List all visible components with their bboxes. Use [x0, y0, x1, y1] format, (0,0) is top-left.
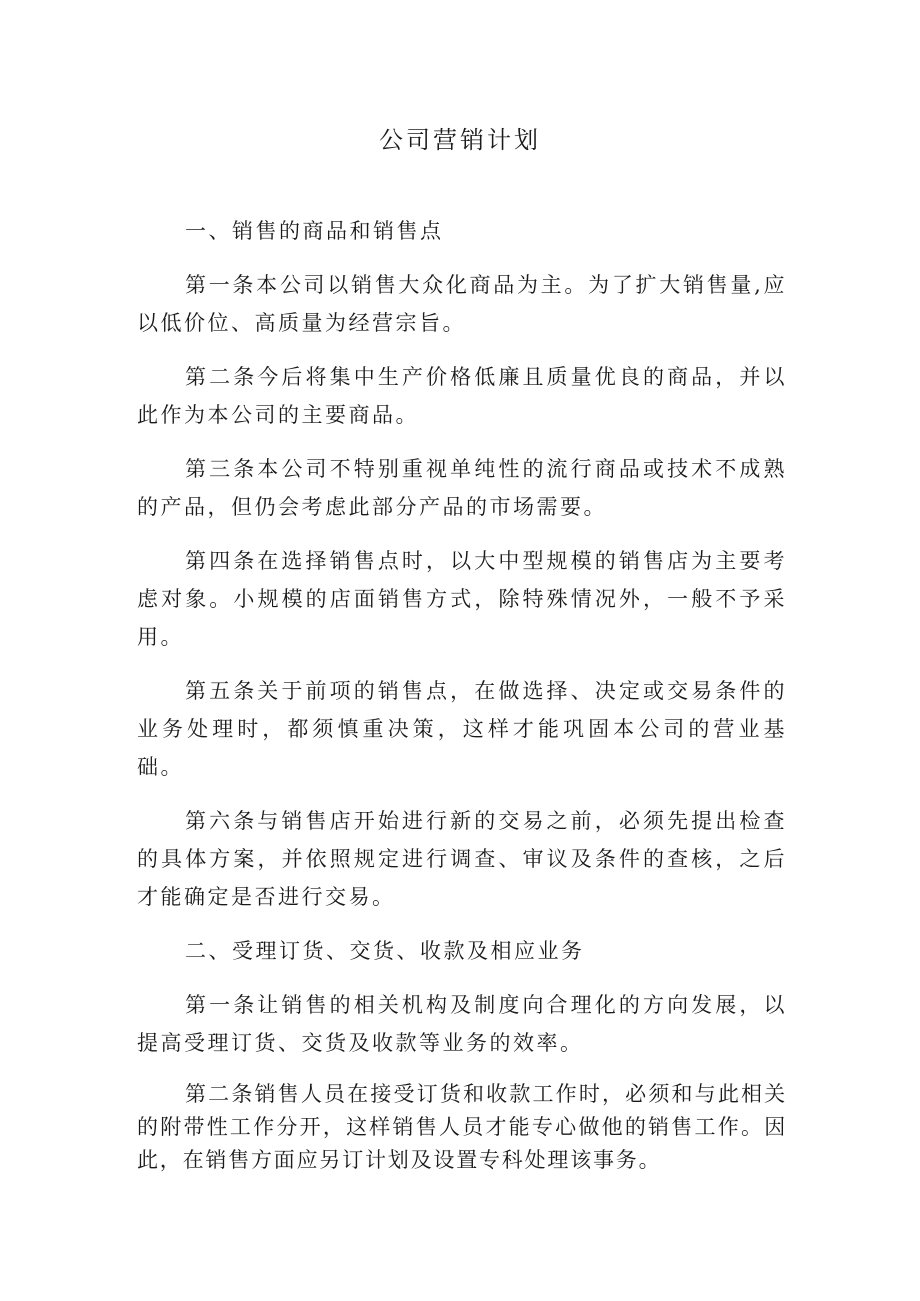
article-paragraph: 第二条销售人员在接受订货和收款工作时，必须和与此相关的附带性工作分开，这样销售人员才能专心做他的销售工作。因此，在销售方面应另订计划及设置专科处理该事务。: [137, 1082, 787, 1172]
article-paragraph: 第一条让销售的相关机构及制度向合理化的方向发展，以提高受理订货、交货及收款等业务的效率。: [137, 993, 787, 1055]
document-body: [137, 212, 787, 1193]
document-title: 公司营销计划: [379, 126, 541, 154]
article-paragraph: 第三条本公司不特别重视单纯性的流行商品或技术不成熟的产品，但仍会考虑此部分产品的市场需要。: [137, 457, 787, 519]
article-paragraph: 第四条在选择销售点时，以大中型规模的销售店为主要考虑对象。小规模的店面销售方式，除特殊情况外，一般不予采用。: [137, 549, 787, 649]
section-heading-1: 一、销售的商品和销售点: [185, 219, 444, 243]
section-heading-2: 二、受理订货、交货、收款及相应业务: [185, 939, 585, 963]
article-paragraph: 第五条关于前项的销售点，在做选择、决定或交易条件的业务处理时，都须慎重决策，这样才能巩固本公司的营业基础。: [137, 679, 787, 779]
article-paragraph: 第一条本公司以销售大众化商品为主。为了扩大销售量,应以低价位、高质量为经营宗旨。: [137, 273, 787, 335]
article-paragraph: 第六条与销售店开始进行新的交易之前，必须先提出检查的具体方案，并依照规定进行调查、审议及条件的查核，之后才能确定是否进行交易。: [137, 809, 787, 909]
article-paragraph: 第二条今后将集中生产价格低廉且质量优良的商品，并以此作为本公司的主要商品。: [137, 365, 787, 427]
